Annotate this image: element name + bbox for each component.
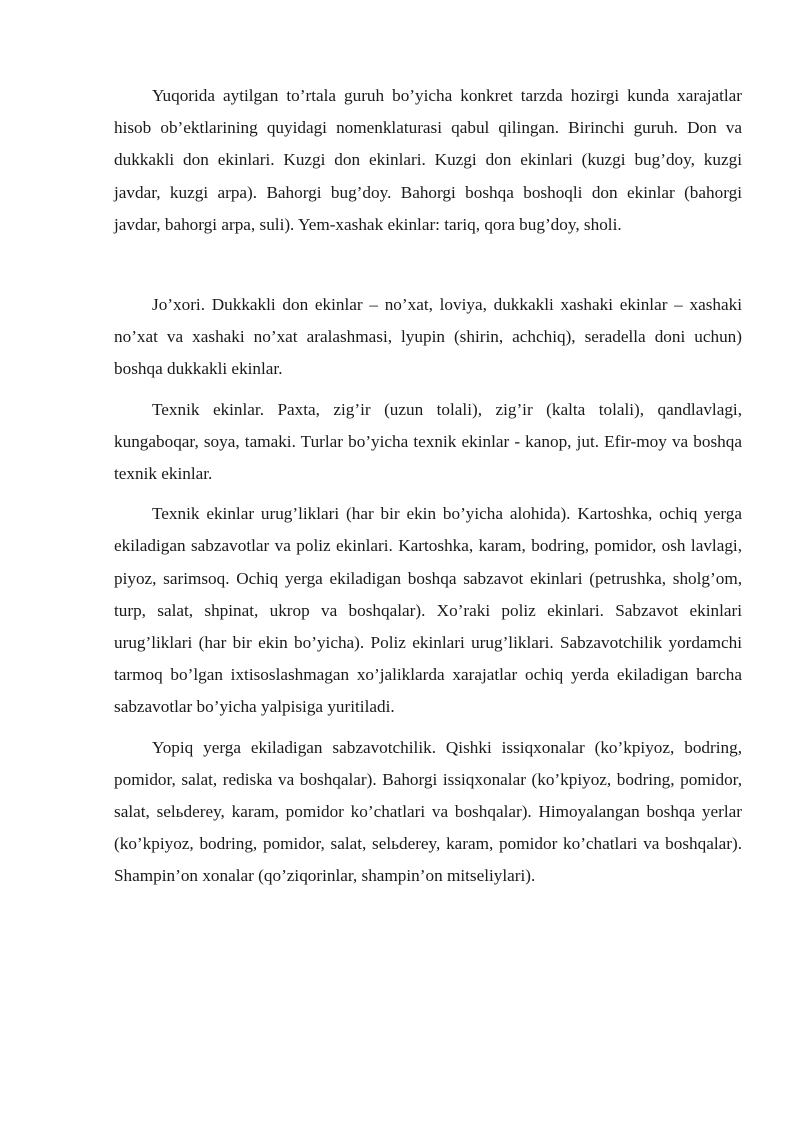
paragraph-technical-crops: Texnik ekinlar. Paxta, zig’ir (uzun tolali), zig’ir (kalta tolali), qandlavlagi, kungaboqar, soya, tamaki. Turlar bo’yicha texnik ekinlar - kanop, jut. Efir-moy va boshqa texnik ekinlar. bbox=[114, 399, 742, 484]
paragraph-gap bbox=[114, 386, 742, 394]
paragraph-gap bbox=[114, 241, 742, 289]
paragraph-gap bbox=[114, 724, 742, 732]
paragraph-first-group: Yuqorida aytilgan to’rtala guruh bo’yicha konkret tarzda hozirgi kunda xarajatlar hisob ob’ektlarining quyidagi nomenklaturasi qabul qilingan. Birinchi guruh. Don va dukkakli don ekinlari. Kuzgi don ekinlari. Kuzgi don ekinlari (kuzgi bug’doy, kuzgi javdar, kuzgi arpa). Bahorgi bug’doy. Bahorgi boshqa boshoqli don ekinlar (bahorgi javdar, bahorgi arpa, suli). Yem-xashak ekinlar: tariq, qora bug’doy, sholi. bbox=[114, 86, 742, 234]
paragraph-greenhouse: Yopiq yerga ekiladigan sabzavotchilik. Qishki issiqxonalar (ko’kpiyoz, bodring, pomidor, salat, rediska va boshqalar). Bahorgi issiqxonalar (ko’kpiyoz, bodring, pomidor, salat, selьderey, karam, pomidor ko’chatlari va boshqalar). Himoyalangan boshqa yerlar (ko’kpiyoz, bodring, pomidor, salat, selьderey, karam, pomidor ko’chatlari va boshqalar). Shampin’on xonalar (qo’ziqorinlar, shampin’on mitseliylari). bbox=[114, 737, 742, 886]
paragraph-seeds-potatoes: Texnik ekinlar urug’liklari (har bir ekin bo’yicha alohida). Kartoshka, ochiq yerga ekiladigan sabzavotlar va poliz ekinlari. Kartoshka, karam, bodring, pomidor, osh lavlagi, piyoz, sarimsoq. Ochiq yerga ekiladigan boshqa sabzavot ekinlari (petrushka, sholg’om, turp, salat, shpinat, ukrop va boshqalar). Xo’raki poliz ekinlari. Sabzavot ekinlari urug’liklari (har bir ekin bo’yicha). Poliz ekinlari urug’liklari. Sabzavotchilik yordamchi tarmoq bo’lgan ixtisoslashmagan xo’jaliklarda xarajatlar ochiq yerda ekiladigan barcha sabzavotlar bo’yicha yalpisiga yuritiladi. bbox=[114, 504, 742, 717]
document-page bbox=[114, 80, 742, 893]
paragraph-gap bbox=[114, 490, 742, 498]
paragraph-joxori: Jo’xori. Dukkakli don ekinlar – no’xat, loviya, dukkakli xashaki ekinlar – xashaki no’xat va xashaki no’xat aralashmasi, lyupin (shirin, achchiq), seradella doni uchun) boshqa dukkakli ekinlar. bbox=[114, 295, 742, 379]
